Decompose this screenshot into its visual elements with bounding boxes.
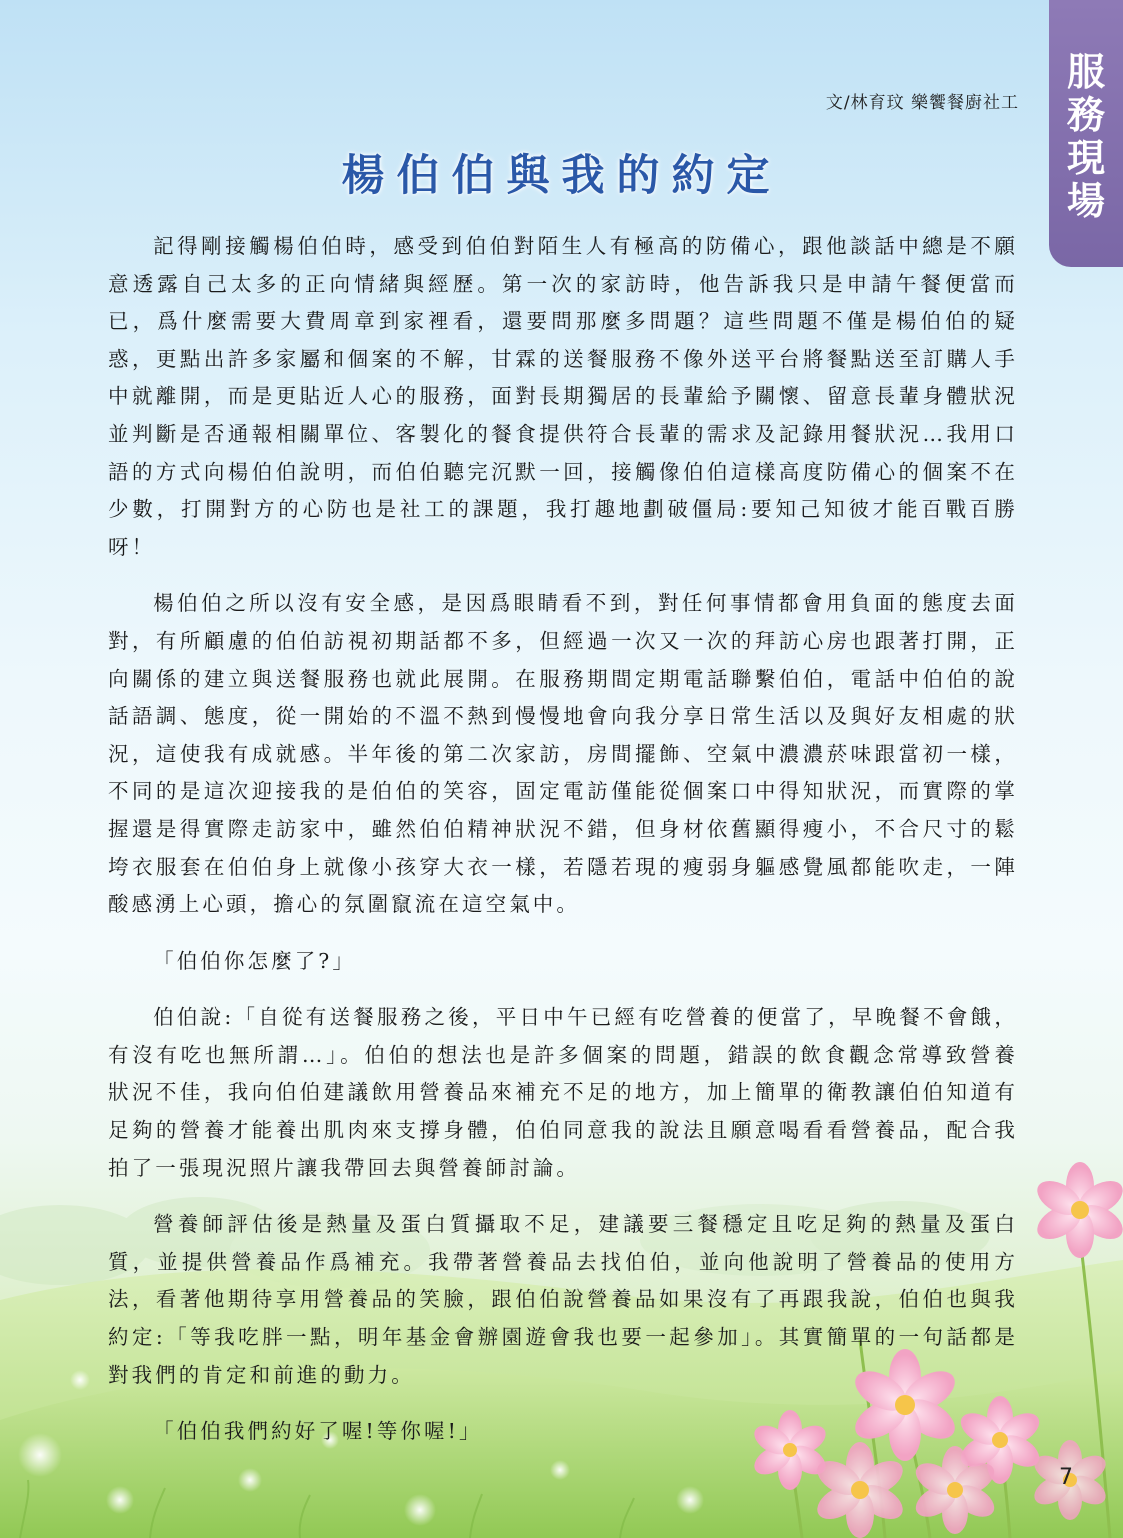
paragraph-1: 記得剛接觸楊伯伯時，感受到伯伯對陌生人有極高的防備心，跟他談話中總是不願意透露自己太多的正向情緒與經歷。第一次的家訪時，他告訴我只是申請午餐便當而已，爲什麼需要大費周章到家裡看，還要問那麼多問題？這些問題不僅是楊伯伯的疑惑，更點出許多家屬和個案的不解，甘霖的送餐服務不像外送平台將餐點送至訂購人手中就離開，而是更貼近人心的服務，面對長期獨居的長輩給予關懷、留意長輩身體狀況並判斷是否通報相關單位、客製化的餐食提供符合長輩的需求及記錄用餐狀況…我用口語的方式向楊伯伯說明，而伯伯聽完沉默一回，接觸像伯伯這樣高度防備心的個案不在少數，打開對方的心防也是社工的課題，我打趣地劃破僵局:要知己知彼才能百戰百勝呀！ — [108, 234, 1018, 559]
paragraph-4: 營養師評估後是熱量及蛋白質攝取不足，建議要三餐穩定且吃足夠的熱量及蛋白質，並提供營養品作爲補充。我帶著營養品去找伯伯，並向他說明了營養品的使用方法，看著他期待享用營養品的笑臉，跟伯伯說營養品如果沒有了再跟我說，伯伯也與我約定:「等我吃胖一點，明年基金會辦園遊會我也要一起參加」。其實簡單的一句話都是對我們的肯定和前進的動力。 — [108, 1212, 1018, 1387]
section-tab-char: 場 — [1066, 178, 1105, 223]
section-tab-char: 務 — [1066, 92, 1105, 137]
author-byline: 文/林育玟 樂饗餐廚社工 — [825, 93, 1019, 113]
quote-2: 「伯伯我們約好了喔!等你喔!」 — [153, 1419, 483, 1444]
section-tab — [1049, 0, 1123, 267]
section-tab-char: 現 — [1066, 135, 1105, 180]
page-number: 7 — [1059, 1465, 1073, 1490]
article-title: 楊伯伯與我的約定 — [341, 151, 782, 201]
article-body — [108, 228, 1018, 1451]
quote-1: 「伯伯你怎麼了?」 — [153, 948, 356, 973]
paragraph-3: 伯伯說:「自從有送餐服務之後，平日中午已經有吃營養的便當了，早晚餐不會餓，有沒有吃也無所謂…」。伯伯的想法也是許多個案的問題，錯誤的飲食觀念常導致營養狀況不佳，我向伯伯建議飲用營養品來補充不足的地方，加上簡單的衛教讓伯伯知道有足夠的營養才能養出肌肉來支撐身體，伯伯同意我的說法且願意喝看看營養品，配合我拍了一張現況照片讓我帶回去與營養師討論。 — [108, 1005, 1018, 1180]
paragraph-2: 楊伯伯之所以沒有安全感，是因爲眼睛看不到，對任何事情都會用負面的態度去面對，有所顧慮的伯伯訪視初期話都不多，但經過一次又一次的拜訪心房也跟著打開，正向關係的建立與送餐服務也就此展開。在服務期間定期電話聯繫伯伯，電話中伯伯的說話語調、態度，從一開始的不溫不熱到慢慢地會向我分享日常生活以及與好友相處的狀況，這使我有成就感。半年後的第二次家訪，房間擺飾、空氣中濃濃菸味跟當初一樣，不同的是這次迎接我的是伯伯的笑容，固定電訪僅能從個案口中得知狀況，而實際的掌握還是得實際走訪家中，雖然伯伯精神狀況不錯，但身材依舊顯得瘦小，不合尺寸的鬆垮衣服套在伯伯身上就像小孩穿大衣一樣，若隱若現的瘦弱身軀感覺風都能吹走，一陣酸感湧上心頭，擔心的氛圍竄流在這空氣中。 — [108, 591, 1018, 917]
section-tab-char: 服 — [1066, 49, 1105, 94]
flower-1 — [1031, 1162, 1123, 1258]
